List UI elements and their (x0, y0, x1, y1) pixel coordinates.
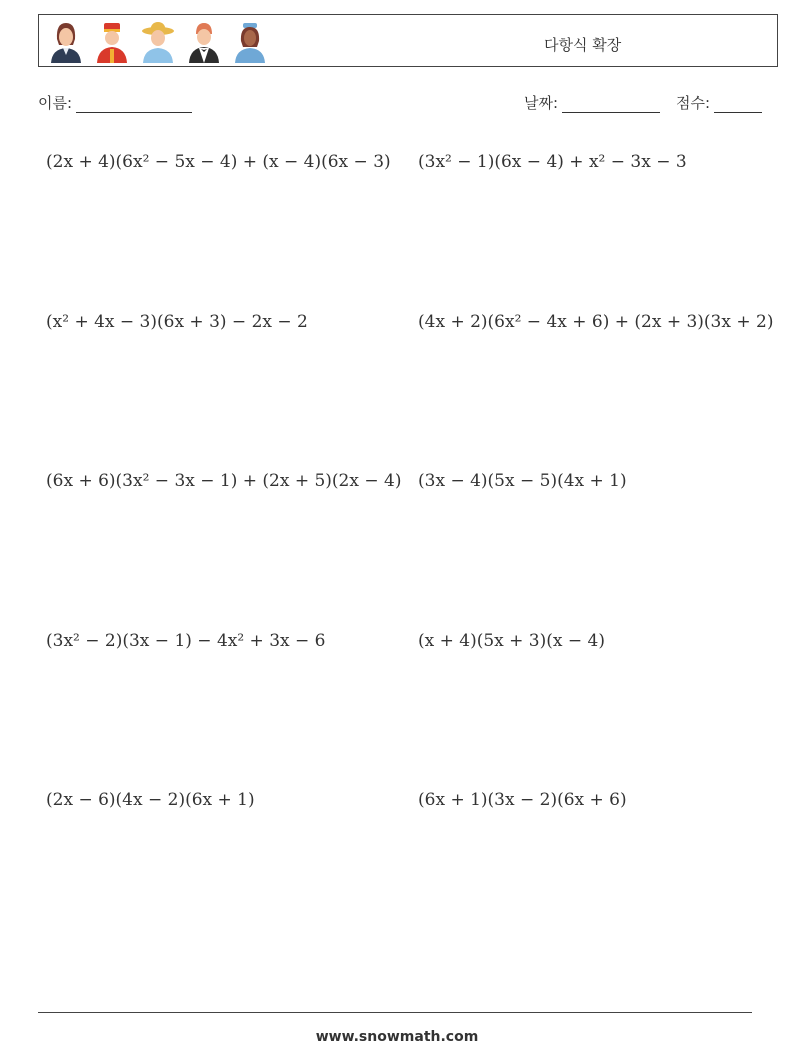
problem-3: (x² + 4x − 3)(6x + 3) − 2x − 2 (46, 312, 308, 332)
header-box (38, 14, 778, 67)
farmer-icon (139, 19, 177, 63)
avatar-row (47, 19, 269, 63)
problem-6: (3x − 4)(5x − 5)(4x + 1) (418, 471, 627, 491)
footer-site[interactable]: www.snowmath.com (315, 1029, 479, 1045)
score-blank (714, 95, 762, 113)
nurse-icon (231, 19, 269, 63)
score-field (676, 92, 762, 113)
problem-7: (3x² − 2)(3x − 1) − 4x² + 3x − 6 (46, 631, 326, 651)
page-title: 다항식 확장 (544, 36, 622, 54)
bellhop-icon (93, 19, 131, 63)
name-field (38, 92, 192, 113)
waiter-icon (185, 19, 223, 63)
problem-8: (x + 4)(5x + 3)(x − 4) (418, 631, 605, 651)
date-field (524, 92, 660, 113)
footer-divider (38, 1012, 752, 1013)
problem-9: (2x − 6)(4x − 2)(6x + 1) (46, 790, 255, 810)
date-label: 날짜: (524, 94, 559, 112)
woman-icon (47, 19, 85, 63)
problem-4: (4x + 2)(6x² − 4x + 6) + (2x + 3)(3x + 2) (418, 312, 774, 332)
date-blank (562, 95, 660, 113)
name-blank (76, 95, 192, 113)
problem-10: (6x + 1)(3x − 2)(6x + 6) (418, 790, 627, 810)
problem-5: (6x + 6)(3x² − 3x − 1) + (2x + 5)(2x − 4) (46, 471, 402, 491)
problem-1: (2x + 4)(6x² − 5x − 4) + (x − 4)(6x − 3) (46, 152, 391, 172)
problem-2: (3x² − 1)(6x − 4) + x² − 3x − 3 (418, 152, 687, 172)
name-label: 이름: (38, 94, 73, 112)
score-label: 점수: (676, 94, 711, 112)
